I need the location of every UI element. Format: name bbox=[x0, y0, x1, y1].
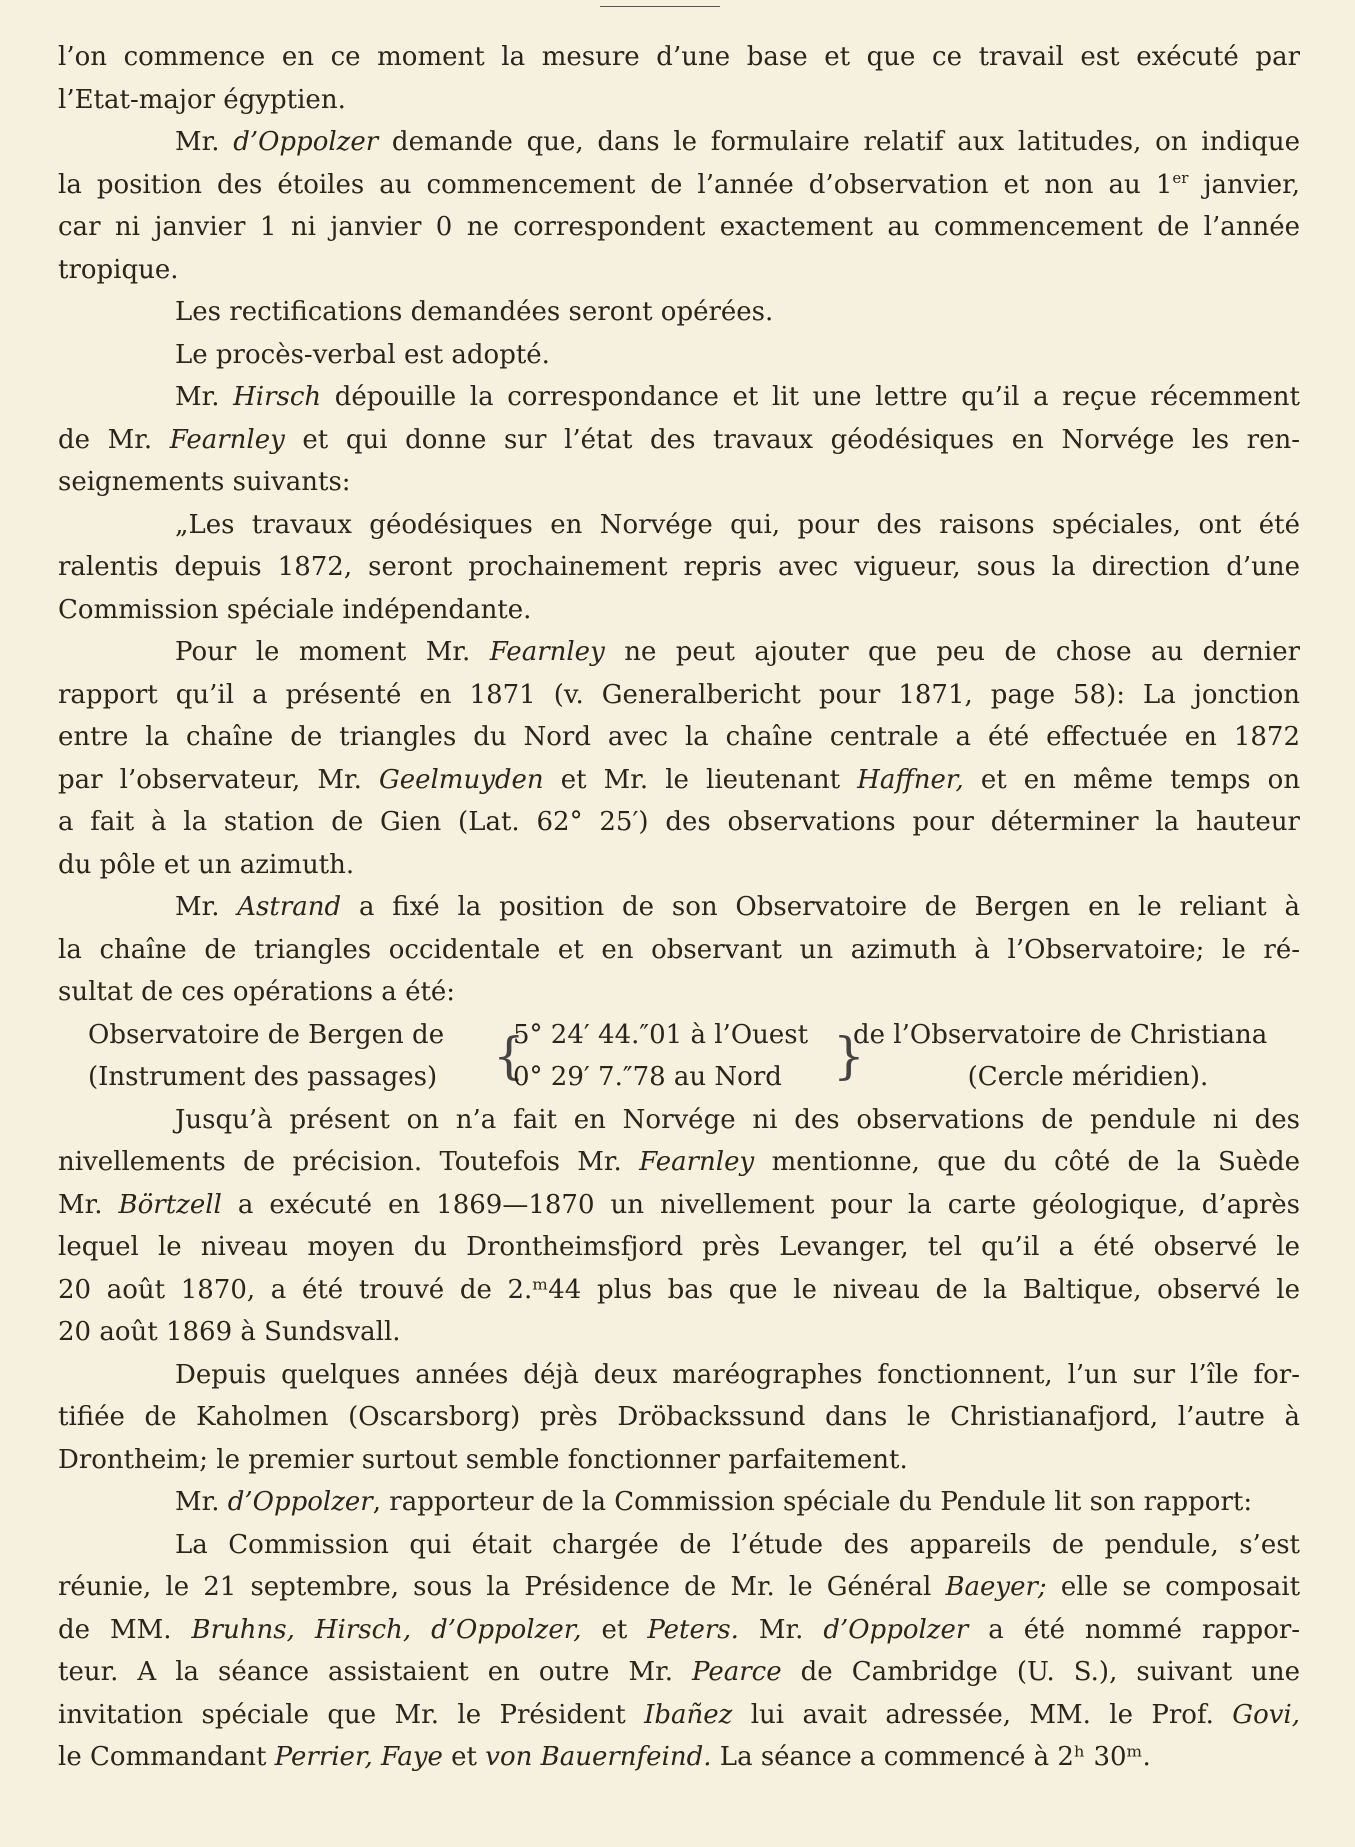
left-brace: { bbox=[493, 1026, 525, 1085]
text-line: ralentis depuis 1872, seront prochainement repris avec vigueur, sous la direction d’une bbox=[58, 552, 1300, 582]
person-name: Hirsch bbox=[233, 382, 322, 412]
text-line: 20 août 1869 à Sundsvall. bbox=[58, 1317, 401, 1347]
text-line: la chaîne de triangles occidentale et en observant un azimuth à l’Observatoire; le ré- bbox=[58, 934, 1300, 965]
text-line: Jusqu’à présent on n’a fait en Norvége ni des observations de pendule ni des bbox=[175, 1104, 1300, 1135]
text-line: entre la chaîne de triangles du Nord avec la chaîne centrale a été effectuée en 1872 bbox=[58, 722, 1300, 752]
person-name: Haffner, bbox=[857, 764, 964, 795]
text-line: sultat de ces opérations a été: bbox=[58, 977, 456, 1007]
person-name: Bruhns, bbox=[191, 1614, 295, 1645]
text-line: Mr. Hirsch dépouille la correspondance et lit une lettre qu’il a reçue récemment bbox=[175, 382, 1300, 412]
text-line: „Les travaux géodésiques en Norvége qui, pour des raisons spéciales, ont été bbox=[175, 509, 1300, 540]
text-line: la position des étoiles au commencement de l’année d’observation et non au 1er janvier, bbox=[58, 168, 1300, 200]
obs-mid-1: 5° 24′ 44.″01 à l’Ouest bbox=[513, 1019, 809, 1050]
person-name: Perrier, bbox=[274, 1742, 373, 1772]
text-line: Depuis quelques années déjà deux maréographes fonctionnent, l’un sur l’île for- bbox=[175, 1359, 1300, 1390]
text-line: car ni janvier 1 ni janvier 0 ne correspondent exactement au commencement de l’année bbox=[58, 212, 1300, 242]
text-line: rapport qu’il a présenté en 1871 (v. Generalbericht pour 1871, page 58): La jonction bbox=[58, 679, 1300, 710]
text-line: Mr. d’Oppolzer, rapporteur de la Commission spéciale du Pendule lit son rapport: bbox=[175, 1487, 1253, 1517]
person-name: Govi, bbox=[1232, 1699, 1300, 1730]
person-name: Peters. bbox=[647, 1614, 739, 1645]
body-text bbox=[58, 36, 1300, 1779]
person-name: Fearnley bbox=[489, 637, 605, 667]
text-line: teur. A la séance assistaient en outre Mr. Pearce de Cambridge (U. S.), suivant une bbox=[58, 1657, 1300, 1687]
text-line: l’Etat-major égyptien. bbox=[58, 84, 346, 115]
text-line: de MM. Bruhns, Hirsch, d’Oppolzer, et Peters. Mr. d’Oppolzer a été nommé rappor- bbox=[58, 1614, 1300, 1645]
text-line: Le procès-verbal est adopté. bbox=[175, 339, 550, 370]
text-line: réunie, le 21 septembre, sous la Présidence de Mr. le Général Baeyer; elle se composait bbox=[58, 1572, 1300, 1602]
right-brace: } bbox=[833, 1026, 865, 1085]
obs-right-1: de l’Observatoire de Christiana bbox=[853, 1019, 1268, 1050]
person-name: Geelmuyden bbox=[378, 764, 544, 795]
person-name: d’Oppolzer bbox=[233, 127, 379, 157]
text-line: seignements suivants: bbox=[58, 467, 351, 497]
text-line: de Mr. Fearnley et qui donne sur l’état des travaux géodésiques en Norvége les ren- bbox=[58, 424, 1300, 455]
text-line: lequel le niveau moyen du Drontheimsfjord près Levanger, tel qu’il a été observé le bbox=[58, 1232, 1300, 1262]
top-rule bbox=[600, 6, 720, 7]
text-line: tifiée de Kaholmen (Oscarsborg) près Dröbackssund dans le Christianafjord, l’autre à bbox=[58, 1402, 1300, 1432]
text-line: l’on commence en ce moment la mesure d’une base et que ce travail est exécuté par bbox=[58, 42, 1300, 72]
person-name: Fearnley bbox=[639, 1147, 755, 1177]
obs-right-2: (Cercle méridien). bbox=[967, 1062, 1209, 1092]
text-line: invitation spéciale que Mr. le Président Ibañez lui avait adressée, MM. le Prof. Govi, bbox=[58, 1699, 1300, 1730]
text-line: Commission spéciale indépendante. bbox=[58, 594, 532, 625]
text-line: Drontheim; le premier surtout semble fonctionner parfaitement. bbox=[58, 1444, 908, 1475]
text-line: La Commission qui était chargée de l’étude des appareils de pendule, s’est bbox=[175, 1529, 1300, 1560]
person-name: d’Oppolzer bbox=[823, 1614, 969, 1645]
person-name: Börtzell bbox=[118, 1189, 222, 1220]
obs-left-2: (Instrument des passages) bbox=[88, 1062, 438, 1092]
text-line: le Commandant Perrier, Faye et von Bauernfeind. La séance a commencé à 2ʰ 30ᵐ. bbox=[58, 1742, 1151, 1772]
text-line: a fait à la station de Gien (Lat. 62° 25′) des observations pour déterminer la hauteur bbox=[58, 807, 1300, 837]
obs-left-1: Observatoire de Bergen de bbox=[88, 1019, 445, 1050]
person-name: Astrand bbox=[237, 892, 342, 922]
obs-mid-2: 0° 29′ 7.″78 au Nord bbox=[513, 1062, 782, 1092]
person-name: von Bauernfeind. bbox=[485, 1742, 712, 1772]
person-name: Hirsch, bbox=[314, 1614, 412, 1645]
text-line: nivellements de précision. Toutefois Mr. Fearnley mentionne, que du côté de la Suède bbox=[58, 1147, 1300, 1177]
person-name: Ibañez bbox=[644, 1699, 733, 1730]
person-name: d’Oppolzer bbox=[227, 1487, 373, 1517]
observation-table bbox=[58, 1014, 1300, 1099]
person-name: Baeyer; bbox=[945, 1572, 1047, 1602]
person-name: Pearce bbox=[692, 1657, 782, 1687]
text-line: Mr. Astrand a fixé la position de son Observatoire de Bergen en le reliant à bbox=[175, 892, 1300, 922]
text-line: Mr. Börtzell a exécuté en 1869—1870 un nivellement pour la carte géologique, d’après bbox=[58, 1189, 1300, 1220]
text-line: par l’observateur, Mr. Geelmuyden et Mr. le lieutenant Haffner, et en même temps on bbox=[58, 764, 1300, 795]
person-name: d’Oppolzer, bbox=[431, 1614, 582, 1645]
text-line: du pôle et un azimuth. bbox=[58, 849, 355, 880]
person-name: Faye bbox=[381, 1742, 443, 1772]
person-name: Fearnley bbox=[169, 424, 285, 455]
text-line: 20 août 1870, a été trouvé de 2.ᵐ44 plus bas que le niveau de la Baltique, observé le bbox=[58, 1274, 1300, 1305]
text-line: Les rectifications demandées seront opérées. bbox=[175, 297, 774, 327]
text-line: Mr. d’Oppolzer demande que, dans le formulaire relatif aux latitudes, on indique bbox=[175, 127, 1300, 157]
text-line: tropique. bbox=[58, 254, 179, 285]
text-line: Pour le moment Mr. Fearnley ne peut ajouter que peu de chose au dernier bbox=[175, 637, 1300, 667]
